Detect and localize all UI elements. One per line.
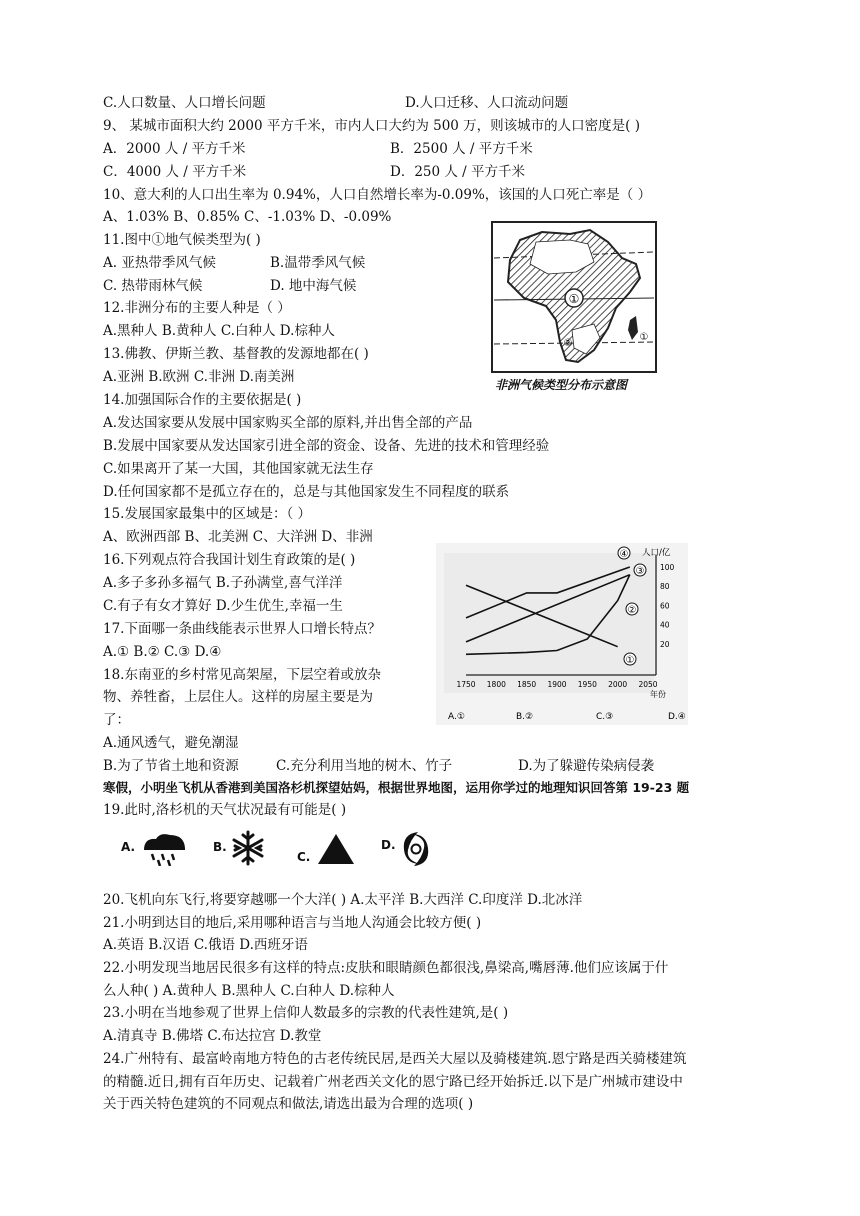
typhoon-icon xyxy=(398,830,434,868)
weather-option-b[interactable]: B. xyxy=(213,840,227,854)
x-tick-label: 2050 xyxy=(638,680,658,689)
text-line: 么人种( ) A.黄种人 B.黑种人 C.白种人 D.棕种人 xyxy=(103,983,395,999)
rain-cloud-icon xyxy=(140,832,190,866)
text-line: C. 热带雨林气候 xyxy=(103,278,203,294)
x-tick-label: 2000 xyxy=(608,680,628,689)
text-line: A.发达国家要从发展中国家购买全部的原料,并出售全部的产品 xyxy=(103,415,473,431)
x-tick-label: 1900 xyxy=(547,680,567,689)
y-tick-label: 60 xyxy=(660,601,670,611)
weather-option-c[interactable]: C. xyxy=(297,850,311,864)
snowflake-icon xyxy=(230,830,266,866)
text-line: 14.加强国际合作的主要依据是( ) xyxy=(103,392,302,408)
africa-climate-map xyxy=(490,220,660,398)
y-tick-label: 80 xyxy=(660,582,670,592)
text-line: 20.飞机向东飞行,将要穿越哪一个大洋( ) A.太平洋 B.大西洋 C.印度洋 D.北冰洋 xyxy=(103,892,583,908)
text-line: A.① B.② C.③ D.④ xyxy=(103,644,222,660)
text-line: 15.发展国家最集中的区域是：（ ） xyxy=(103,506,312,522)
text-line: 13.佛教、伊斯兰教、基督教的发源地都在( ) xyxy=(103,346,369,362)
series-marker-label: ① xyxy=(625,655,635,666)
y-tick-label: 20 xyxy=(660,639,670,649)
x-tick-label: 1950 xyxy=(577,680,597,689)
text-line: 24.广州特有、最富岭南地方特色的古老传统民居,是西关大屋以及骑楼建筑.恩宁路是西关骑楼建筑 xyxy=(103,1051,687,1067)
text-line: C.人口数量、人口增长问题 xyxy=(103,95,266,111)
x-axis-label: 年份 xyxy=(650,690,666,699)
text-line: 了： xyxy=(103,712,130,728)
chart-option-label: D.④ xyxy=(668,712,686,722)
weather-option-a[interactable]: A. xyxy=(121,840,136,854)
text-line: D.人口迁移、人口流动问题 xyxy=(405,95,569,111)
text-line: C.充分利用当地的树木、竹子 xyxy=(276,758,453,774)
text-line: 10、意大利的人口出生率为 0.94%，人口自然增长率为-0.09%，该国的人口死亡率是（ ） xyxy=(103,187,652,203)
chart-option-label: A.① xyxy=(448,712,465,722)
text-line: A.清真寺 B.佛塔 C.布达拉宫 D.教堂 xyxy=(103,1028,322,1044)
text-line: C．4000 人 / 平方千米 xyxy=(103,164,247,180)
map-marker-right: ① xyxy=(639,332,649,343)
text-line: 寒假，小明坐飞机从香港到美国洛杉机探望姑妈，根据世界地图，运用你学过的地理知识回答第 19-23 题 xyxy=(103,780,690,795)
series-marker-label: ② xyxy=(627,605,637,616)
triangle-icon xyxy=(316,832,356,866)
text-line: A.黑种人 B.黄种人 C.白种人 D.棕种人 xyxy=(103,323,335,339)
series-marker-label: ④ xyxy=(619,549,629,560)
text-line: C.有子有女才算好 D.少生优生,幸福一生 xyxy=(103,598,343,614)
text-line: A、欧洲西部 B、北美洲 C、大洋洲 D、非洲 xyxy=(103,529,373,545)
text-line: 16.下列观点符合我国计划生育政策的是( ) xyxy=(103,552,356,568)
map-marker-1: ① xyxy=(568,292,580,306)
text-line: 21.小明到达目的地后,采用哪种语言与当地人沟通会比较方便( ) xyxy=(103,915,482,931)
text-line: 11.图中①地气候类型为( ) xyxy=(103,232,261,248)
weather-option-d[interactable]: D. xyxy=(381,838,396,852)
text-line: 18.东南亚的乡村常见高架屋，下层空着或放杂 xyxy=(103,667,381,683)
text-line: A. 亚热带季风气候 xyxy=(103,255,216,271)
text-line: A.英语 B.汉语 C.俄语 D.西班牙语 xyxy=(103,937,308,953)
x-tick-label: 1850 xyxy=(517,680,537,689)
text-line: 的精髓.近日,拥有百年历史、记载着广州老西关文化的恩宁路已经开始拆迁.以下是广州城市建设中 xyxy=(103,1074,683,1090)
text-line: B．2500 人 / 平方千米 xyxy=(390,141,533,157)
map-caption: 非洲气候类型分布示意图 xyxy=(495,378,628,392)
text-line: A.多子多孙多福气 B.子孙满堂,喜气洋洋 xyxy=(103,575,343,591)
text-line: 12.非洲分布的主要人种是（ ） xyxy=(103,300,291,316)
text-line: 23.小明在当地参观了世界上信仰人数最多的宗教的代表性建筑,是( ) xyxy=(103,1005,509,1021)
text-line: 9、 某城市面积大约 2000 平方千米，市内人口大约为 500 万，则该城市的人口密度是( ) xyxy=(103,118,640,134)
text-line: 17.下面哪一条曲线能表示世界人口增长特点？ xyxy=(103,621,381,637)
text-line: D．250 人 / 平方千米 xyxy=(390,164,526,180)
y-tick-label: 100 xyxy=(660,563,675,572)
x-tick-label: 1750 xyxy=(456,680,476,689)
text-line: 22.小明发现当地居民很多有这样的特点:皮肤和眼睛颜色都很浅,鼻梁高,嘴唇薄.他们应该属于什 xyxy=(103,960,669,976)
text-line: D. 地中海气候 xyxy=(270,278,357,294)
text-line: 19.此时,洛杉机的天气状况最有可能是( ) xyxy=(103,802,347,818)
text-line: A．2000 人 / 平方千米 xyxy=(103,141,246,157)
text-line: B.温带季风气候 xyxy=(270,255,366,271)
y-tick-label: 40 xyxy=(660,620,670,630)
text-line: D.任何国家都不是孤立存在的，总是与其他国家发生不同程度的联系 xyxy=(103,484,510,500)
text-line: A、1.03% B、0.85% C、-1.03% D、-0.09% xyxy=(103,209,392,225)
y-axis-label: 人口/亿 xyxy=(642,548,671,558)
population-chart xyxy=(436,543,688,725)
chart-option-label: C.③ xyxy=(596,712,614,722)
series-marker-label: ③ xyxy=(635,566,645,577)
text-line: A.亚洲 B.欧洲 C.非洲 D.南美洲 xyxy=(103,369,295,385)
text-line: A.通风透气，避免潮湿 xyxy=(103,735,239,751)
text-line: 关于西关特色建筑的不同观点和做法,请选出最为合理的选项( ) xyxy=(103,1096,474,1112)
x-tick-label: 1800 xyxy=(486,680,506,689)
chart-option-label: B.② xyxy=(516,712,534,722)
text-line: 物、养牲畜，上层住人。这样的房屋主要是为 xyxy=(103,689,373,705)
text-line: B.为了节省土地和资源 xyxy=(103,758,239,774)
map-marker-left: ② xyxy=(563,338,573,349)
text-line: C.如果离开了某一大国，其他国家就无法生存 xyxy=(103,461,374,477)
text-line: B.发展中国家要从发达国家引进全部的资金、设备、先进的技术和管理经验 xyxy=(103,438,550,454)
text-line: D.为了躲避传染病侵袭 xyxy=(518,758,655,774)
